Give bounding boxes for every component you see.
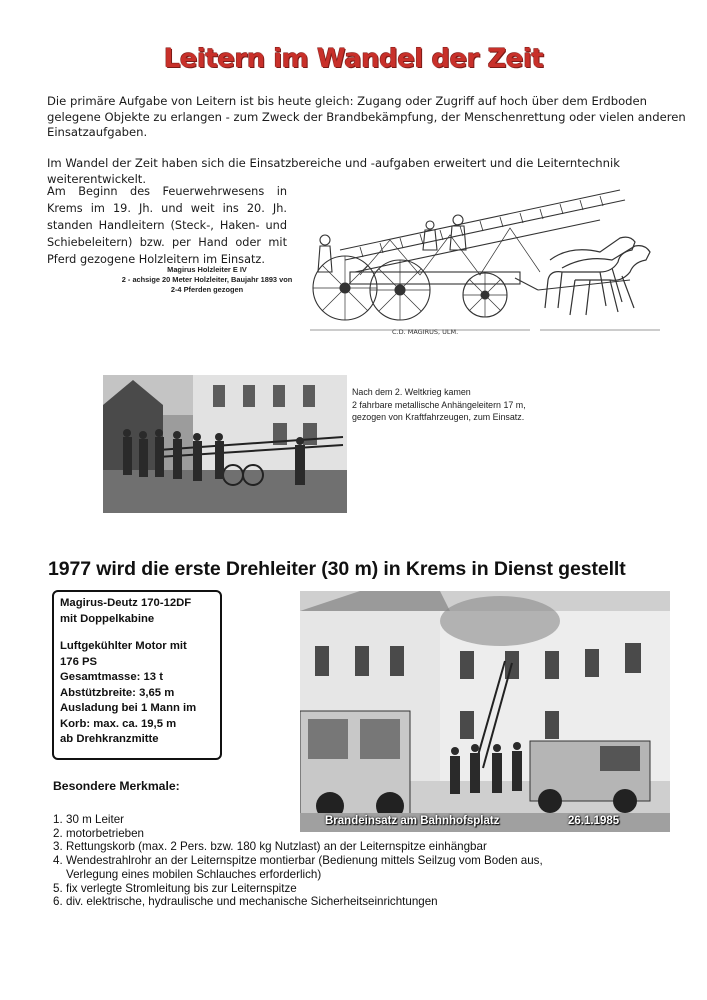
list-item: 4. Wendestrahlrohr an der Leiternspitze montierbar (Bedienung mittels Seilzug vom Boden aus, xyxy=(53,854,543,868)
post-war-ladder-photo xyxy=(103,375,347,513)
list-item: 2. motorbetrieben xyxy=(53,826,144,840)
post-war-caption xyxy=(352,386,572,424)
list-item: 6. div. elektrische, hydraulische und mechanische Sicherheitseinrichtungen xyxy=(53,895,438,909)
photo-caption-date: 26.1.1985 xyxy=(568,815,620,827)
photo-caption-location: Brandeinsatz am Bahnhofsplatz xyxy=(325,815,500,827)
engraving-caption-line: 2 - achsige 20 Meter Holzleiter, Baujahr 1893 von xyxy=(121,275,293,284)
list-item: Verlegung eines mobilen Schlauches erforderlich) xyxy=(66,867,322,881)
horse-drawn-ladder-illustration xyxy=(300,180,668,340)
spec-line: Gesamtmasse: 13 t xyxy=(60,671,163,683)
turntable-ladder-photo xyxy=(300,591,670,832)
list-item: 1. 30 m Leiter xyxy=(53,813,124,826)
list-item: 3. Rettungskorb (max. 2 Pers. bzw. 180 kg Nutzlast) an der Leiternspitze einhängbar xyxy=(53,840,487,854)
intro-paragraph-2: Im Wandel der Zeit haben sich die Einsatzbereiche und -aufgaben erweitert und die Leiterntechnik weiterentwickelt. xyxy=(47,156,620,186)
engraving-caption-line: 2-4 Pferden gezogen xyxy=(170,285,244,294)
spec-line: Magirus-Deutz 170-12DF xyxy=(60,597,192,609)
fire-scene-photo xyxy=(300,591,670,832)
history-paragraph: Am Beginn des Feuerwehrwesens in Krems im 19. Jh. und weit ins 20. Jh. standen Handleitern (Steck-, Haken- und Schiebeleitern) bzw. per Hand oder mit Pferd gezogene Holzleitern im Einsatz. xyxy=(47,185,287,266)
engraving-signature: C.D. MAGIRUS, ULM. xyxy=(392,328,459,336)
intro-paragraph: Die primäre Aufgabe von Leitern ist bis heute gleich: Zugang oder Zugriff auf hoch über dem Erdboden gelegene Objekte zu erlangen - zum Zweck der Brandbekämpfung, der Menschenrettung oder vielen anderen Einsatzaufgaben. xyxy=(47,94,686,139)
section-heading-1977: 1977 wird die erste Drehleiter (30 m) in Krems in Dienst gestellt xyxy=(48,558,626,580)
spec-line: 176 PS xyxy=(60,655,98,668)
engraving-caption-line: Magirus Holzleiter E IV xyxy=(167,265,247,274)
spec-line: mit Doppelkabine xyxy=(60,612,155,625)
spec-box xyxy=(52,590,222,760)
post-war-photo-scene xyxy=(103,375,347,513)
spec-line: ab Drehkranzmitte xyxy=(60,733,159,745)
list-item: 5. fix verlegte Stromleitung bis zur Leiternspitze xyxy=(53,881,297,895)
features-heading: Besondere Merkmale: xyxy=(53,779,180,793)
post-war-caption-line: Nach dem 2. Weltkrieg kamen xyxy=(352,387,471,397)
spec-line: Ausladung bei 1 Mann im xyxy=(60,702,197,714)
spec-line: Abstützbreite: 3,65 m xyxy=(60,686,175,699)
features-list xyxy=(53,813,683,909)
spec-line: Korb: max. ca. 19,5 m xyxy=(60,717,177,730)
engraving-caption xyxy=(112,265,302,295)
page-title: Leitern im Wandel der Zeit xyxy=(163,44,544,74)
spec-line: Luftgekühlter Motor mit xyxy=(60,640,187,652)
post-war-caption-line: 2 fahrbare metallische Anhängeleitern 17 m, xyxy=(352,399,526,410)
post-war-caption-line: gezogen von Kraftfahrzeugen, zum Einsatz. xyxy=(352,412,525,422)
